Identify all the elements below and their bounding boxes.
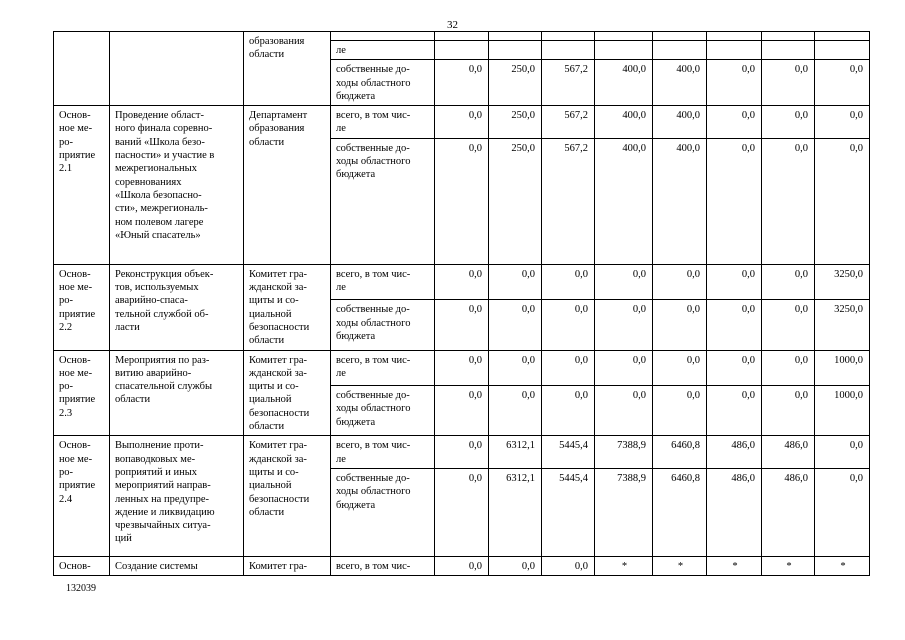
activity-name-cell: Создание системы [110, 556, 244, 575]
value-cell: 0,0 [762, 386, 815, 436]
value-cell: 0,0 [435, 436, 489, 469]
value-cell: 0,0 [707, 138, 762, 264]
value-cell: 250,0 [489, 60, 542, 106]
value-cell: 0,0 [815, 60, 870, 106]
activity-name-cell: Выполнение проти- вопаводковых ме- роприятий и иных мероприятий направ- ленных на предупре- ждение и ликвидацию чрезвычайных ситуа- ций [110, 436, 244, 557]
value-cell: 0,0 [653, 300, 707, 350]
value-cell: 6312,1 [489, 468, 542, 556]
funding-source-cell: всего, в том чис- ле [331, 106, 435, 139]
value-cell: 0,0 [595, 264, 653, 300]
value-cell: 0,0 [595, 386, 653, 436]
funding-source-cell: собственные до- ходы областного бюджета [331, 300, 435, 350]
value-cell: 6460,8 [653, 436, 707, 469]
value-cell: 0,0 [489, 264, 542, 300]
value-cell [489, 41, 542, 60]
value-cell: 0,0 [762, 106, 815, 139]
executor-cell: Комитет гра- жданской за- щиты и со- циальной безопасности области [244, 436, 331, 557]
activity-code-cell: Основ- ное ме- ро- приятие 2.3 [54, 350, 110, 436]
executor-cell: Комитет гра- [244, 556, 331, 575]
value-cell: 5445,4 [542, 436, 595, 469]
funding-source-cell: всего, в том чис- [331, 556, 435, 575]
value-cell: * [707, 556, 762, 575]
value-cell: 0,0 [762, 350, 815, 386]
value-cell: 0,0 [815, 106, 870, 139]
value-cell: 400,0 [595, 138, 653, 264]
value-cell [435, 41, 489, 60]
value-cell: 0,0 [489, 556, 542, 575]
value-cell: 567,2 [542, 60, 595, 106]
funding-source-cell: всего, в том чис- ле [331, 350, 435, 386]
value-cell: 486,0 [762, 436, 815, 469]
document-code: 132039 [66, 583, 96, 594]
value-cell: 400,0 [653, 106, 707, 139]
activity-code-cell [54, 32, 110, 106]
funding-source-cell: собственные до- ходы областного бюджета [331, 138, 435, 264]
value-cell: 0,0 [762, 60, 815, 106]
value-cell: 0,0 [435, 468, 489, 556]
funding-source-cell: собственные до- ходы областного бюджета [331, 386, 435, 436]
value-cell: 400,0 [653, 60, 707, 106]
value-cell: 0,0 [653, 386, 707, 436]
value-cell [542, 41, 595, 60]
value-cell: 0,0 [435, 60, 489, 106]
value-cell [653, 41, 707, 60]
value-cell: 3250,0 [815, 264, 870, 300]
activity-code-cell: Основ- [54, 556, 110, 575]
value-cell: 0,0 [762, 264, 815, 300]
activity-code-cell: Основ- ное ме- ро- приятие 2.2 [54, 264, 110, 350]
value-cell: 1000,0 [815, 386, 870, 436]
table-row [54, 264, 870, 300]
value-cell: 7388,9 [595, 436, 653, 469]
value-cell: 0,0 [489, 386, 542, 436]
value-cell [707, 41, 762, 60]
value-cell: 0,0 [542, 350, 595, 386]
value-cell: 400,0 [595, 60, 653, 106]
value-cell: 0,0 [435, 556, 489, 575]
value-cell: 250,0 [489, 138, 542, 264]
value-cell: * [762, 556, 815, 575]
value-cell: 0,0 [815, 436, 870, 469]
executor-cell: образования области [244, 32, 331, 106]
value-cell: 0,0 [707, 386, 762, 436]
executor-cell: Департамент образования области [244, 106, 331, 265]
value-cell: 486,0 [707, 436, 762, 469]
value-cell: * [815, 556, 870, 575]
value-cell: 0,0 [707, 60, 762, 106]
value-cell: 0,0 [707, 264, 762, 300]
value-cell: 0,0 [542, 386, 595, 436]
value-cell: 250,0 [489, 106, 542, 139]
value-cell: 0,0 [762, 300, 815, 350]
executor-cell: Комитет гра- жданской за- щиты и со- циальной безопасности области [244, 350, 331, 436]
table-row [54, 350, 870, 386]
value-cell [815, 41, 870, 60]
activity-name-cell: Проведение област- ного финала соревно- ваний «Школа безо- пасности» и участие в межрегиональных соревнованиях «Школа безопасно- сти», межрегиональ- ном полевом лагере «Юный спасатель» [110, 106, 244, 265]
value-cell: 0,0 [815, 468, 870, 556]
value-cell: 0,0 [595, 350, 653, 386]
value-cell [595, 41, 653, 60]
funding-source-cell: всего, в том чис- ле [331, 436, 435, 469]
value-cell: 0,0 [542, 264, 595, 300]
funding-source-cell: собственные до- ходы областного бюджета [331, 60, 435, 106]
value-cell: 0,0 [542, 300, 595, 350]
activity-name-cell: Мероприятия по раз- витию аварийно- спасательной службы области [110, 350, 244, 436]
value-cell: 0,0 [653, 264, 707, 300]
value-cell: 486,0 [762, 468, 815, 556]
funding-source-cell: ле [331, 41, 435, 60]
value-cell: 3250,0 [815, 300, 870, 350]
value-cell: 0,0 [435, 264, 489, 300]
activity-name-cell [110, 32, 244, 106]
header-gap-row [54, 32, 870, 41]
value-cell: 0,0 [489, 350, 542, 386]
value-cell: 400,0 [653, 138, 707, 264]
funding-source-cell: собственные до- ходы областного бюджета [331, 468, 435, 556]
value-cell: 486,0 [707, 468, 762, 556]
value-cell: 0,0 [707, 350, 762, 386]
value-cell: 0,0 [815, 138, 870, 264]
value-cell: 567,2 [542, 138, 595, 264]
activity-code-cell: Основ- ное ме- ро- приятие 2.1 [54, 106, 110, 265]
value-cell: 0,0 [707, 300, 762, 350]
table-row [54, 106, 870, 139]
value-cell: 0,0 [542, 556, 595, 575]
value-cell: * [595, 556, 653, 575]
funding-source-cell: всего, в том чис- ле [331, 264, 435, 300]
value-cell: 0,0 [489, 300, 542, 350]
value-cell: 0,0 [435, 106, 489, 139]
budget-table [53, 31, 870, 576]
value-cell: 7388,9 [595, 468, 653, 556]
value-cell: 0,0 [435, 300, 489, 350]
value-cell: 0,0 [595, 300, 653, 350]
value-cell: 6460,8 [653, 468, 707, 556]
value-cell: 400,0 [595, 106, 653, 139]
page-number: 32 [447, 19, 458, 31]
value-cell [762, 41, 815, 60]
value-cell: 567,2 [542, 106, 595, 139]
value-cell: 0,0 [435, 386, 489, 436]
value-cell: 0,0 [435, 138, 489, 264]
value-cell: * [653, 556, 707, 575]
value-cell: 6312,1 [489, 436, 542, 469]
activity-name-cell: Реконструкция объек- тов, используемых аварийно-спаса- тельной службой об- ласти [110, 264, 244, 350]
value-cell: 0,0 [653, 350, 707, 386]
value-cell: 5445,4 [542, 468, 595, 556]
value-cell: 1000,0 [815, 350, 870, 386]
value-cell: 0,0 [762, 138, 815, 264]
table-row [54, 436, 870, 469]
table-row [54, 556, 870, 575]
value-cell: 0,0 [435, 350, 489, 386]
value-cell: 0,0 [707, 106, 762, 139]
executor-cell: Комитет гра- жданской за- щиты и со- циальной безопасности области [244, 264, 331, 350]
activity-code-cell: Основ- ное ме- ро- приятие 2.4 [54, 436, 110, 557]
